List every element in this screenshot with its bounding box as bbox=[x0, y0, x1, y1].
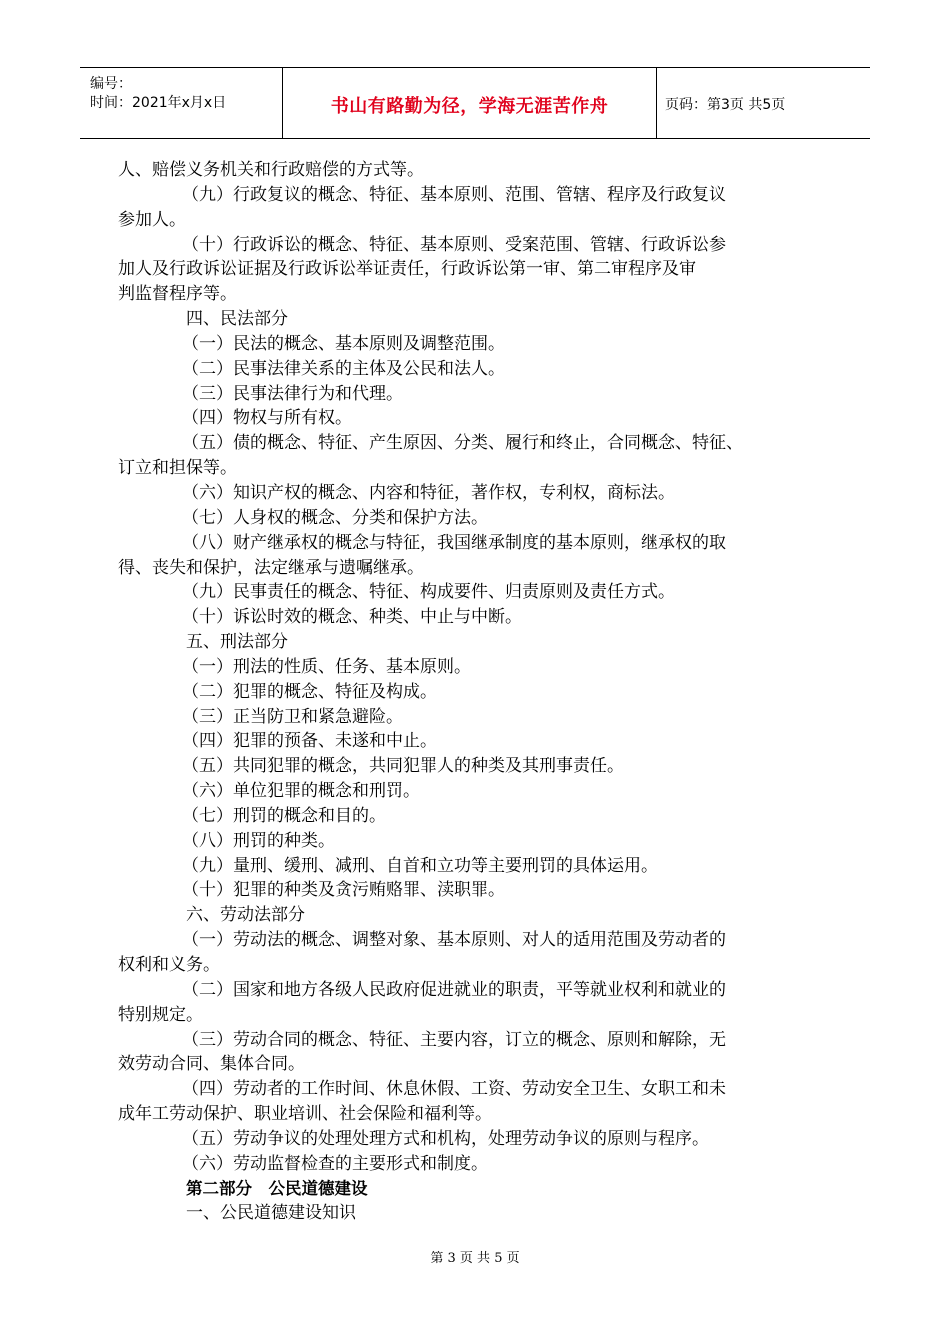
document-body bbox=[118, 158, 830, 1226]
text-line: 特别规定。 bbox=[118, 1004, 203, 1025]
text-line: 成年工劳动保护、职业培训、社会保险和福利等。 bbox=[118, 1104, 492, 1125]
text-line: （九）民事责任的概念、特征、构成要件、归责原则及责任方式。 bbox=[182, 582, 675, 603]
header-page-number: 页码：第3页 共5页 bbox=[665, 97, 786, 113]
text-line: （八）财产继承权的概念与特征，我国继承制度的基本原则，继承权的取 bbox=[182, 532, 726, 553]
text-line: （三）正当防卫和紧急避险。 bbox=[182, 706, 403, 727]
text-line: （七）刑罚的概念和目的。 bbox=[182, 805, 386, 826]
text-line: 订立和担保等。 bbox=[118, 458, 237, 479]
text-line: 四、民法部分 bbox=[186, 309, 288, 330]
section-heading: 第二部分 公民道德建设 bbox=[186, 1178, 368, 1198]
text-line: 权利和义务。 bbox=[118, 955, 220, 975]
page-header bbox=[80, 67, 870, 139]
text-line: 六、劳动法部分 bbox=[186, 905, 305, 926]
text-line: （四）劳动者的工作时间、休息休假、工资、劳动安全卫生、女职工和未 bbox=[182, 1079, 726, 1100]
text-line: （七）人身权的概念、分类和保护方法。 bbox=[182, 507, 488, 528]
header-motto-cell bbox=[283, 68, 657, 138]
text-line: （九）行政复议的概念、特征、基本原则、范围、管辖、程序及行政复议 bbox=[182, 184, 726, 205]
page-footer: 第 3 页 共 5 页 bbox=[430, 1251, 520, 1266]
text-line: （八）刑罚的种类。 bbox=[182, 830, 335, 851]
text-line: （六）劳动监督检查的主要形式和制度。 bbox=[182, 1153, 488, 1174]
text-line: （一）刑法的性质、任务、基本原则。 bbox=[182, 656, 471, 677]
text-line: （十）诉讼时效的概念、种类、中止与中断。 bbox=[182, 607, 522, 628]
text-line: （一）劳动法的概念、调整对象、基本原则、对人的适用范围及劳动者的 bbox=[182, 930, 726, 951]
text-line: （二）国家和地方各级人民政府促进就业的职责，平等就业权利和就业的 bbox=[182, 979, 726, 1000]
text-line: 加人及行政诉讼证据及行政诉讼举证责任，行政诉讼第一审、第二审程序及审 bbox=[118, 259, 696, 280]
text-line: （五）债的概念、特征、产生原因、分类、履行和终止，合同概念、特征、 bbox=[182, 433, 743, 454]
text-line: （五）共同犯罪的概念，共同犯罪人的种类及其刑事责任。 bbox=[182, 756, 624, 777]
text-line: （三）劳动合同的概念、特征、主要内容，订立的概念、原则和解除，无 bbox=[182, 1029, 726, 1050]
text-line: 人、赔偿义务机关和行政赔偿的方式等。 bbox=[118, 160, 424, 180]
header-page-cell bbox=[657, 68, 870, 138]
text-line: 一、公民道德建设知识 bbox=[186, 1203, 356, 1224]
text-line: （六）知识产权的概念、内容和特征，著作权，专利权，商标法。 bbox=[182, 482, 675, 503]
text-line: （四）物权与所有权。 bbox=[182, 408, 352, 429]
text-line: 得、丧失和保护，法定继承与遗嘱继承。 bbox=[118, 557, 424, 578]
text-line: （五）劳动争议的处理处理方式和机构，处理劳动争议的原则与程序。 bbox=[182, 1128, 709, 1149]
document-number-label: 编号： bbox=[90, 76, 132, 92]
text-line: （六）单位犯罪的概念和刑罚。 bbox=[182, 781, 420, 802]
text-line: 参加人。 bbox=[118, 209, 186, 230]
text-line: （四）犯罪的预备、未遂和中止。 bbox=[182, 731, 437, 752]
document-time-label: 时间：2021年x月x日 bbox=[90, 95, 227, 111]
text-line: （二）犯罪的概念、特征及构成。 bbox=[182, 681, 437, 702]
text-line: 效劳动合同、集体合同。 bbox=[118, 1054, 305, 1075]
text-line: 五、刑法部分 bbox=[186, 632, 288, 653]
text-line: （十）行政诉讼的概念、特征、基本原则、受案范围、管辖、行政诉讼参 bbox=[182, 234, 726, 255]
text-line: （九）量刑、缓刑、减刑、自首和立功等主要刑罚的具体运用。 bbox=[182, 855, 658, 876]
text-line: 判监督程序等。 bbox=[118, 284, 237, 305]
header-info-cell bbox=[80, 68, 283, 138]
text-line: （十）犯罪的种类及贪污贿赂罪、渎职罪。 bbox=[182, 880, 505, 901]
header-motto: 书山有路勤为径，学海无涯苦作舟 bbox=[330, 96, 609, 117]
text-line: （三）民事法律行为和代理。 bbox=[182, 383, 403, 404]
text-line: （二）民事法律关系的主体及公民和法人。 bbox=[182, 358, 505, 379]
text-line: （一）民法的概念、基本原则及调整范围。 bbox=[182, 333, 505, 354]
